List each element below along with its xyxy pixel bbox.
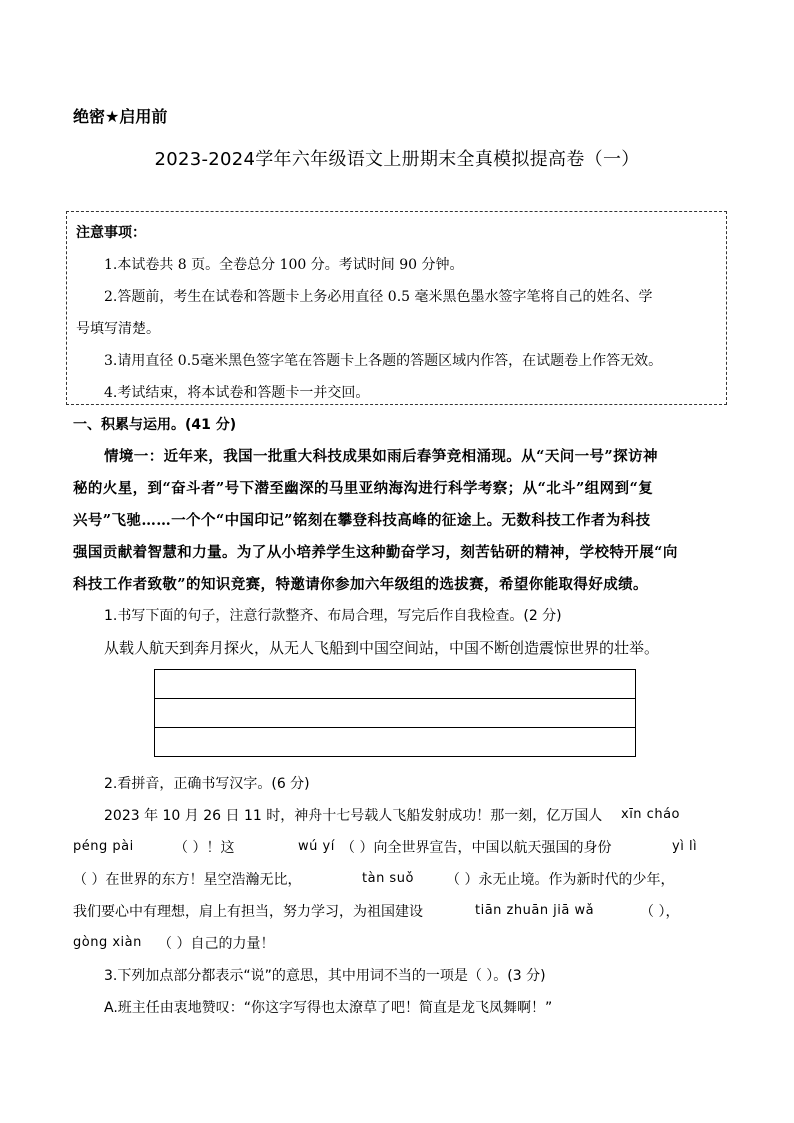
q2-line-2-blank-1[interactable]: （ ）！这 [174, 840, 235, 856]
q2-pinyin-gongxian: gòng xiàn [73, 935, 142, 950]
writing-line[interactable] [155, 699, 635, 728]
section-1-heading: 一、积累与运用。(41 分) [73, 417, 237, 433]
notice-line-3: 3.请用直径 0.5毫米黑色签字笔在答题卡上各题的答题区域内作答，在试题卷上作答无效。 [104, 353, 663, 369]
writing-box[interactable] [154, 669, 636, 757]
scene-line: 情境一：近年来，我国一批重大科技成果如雨后春笋竞相涌现。从“天问一号”探访神 [104, 448, 658, 465]
q1-prompt: 1.书写下面的句子，注意行款整齐、布局合理，写完后作自我检查。(2 分) [104, 608, 562, 624]
q2-pinyin-wuyi: wú yí [298, 839, 335, 854]
q3-option-a[interactable]: A.班主任由衷地赞叹：“你这字写得也太潦草了吧！简直是龙飞凤舞啊！” [104, 1000, 553, 1016]
scene-line: 秘的火星，到“奋斗者”号下潜至幽深的马里亚纳海沟进行科学考察；从“北斗”组网到“复 [73, 480, 654, 497]
q1-sentence: 从载人航天到奔月探火，从无人飞船到中国空间站，中国不断创造震惊世界的壮举。 [104, 639, 660, 657]
writing-line[interactable] [155, 728, 635, 757]
q2-line-4-blank[interactable]: （ ）， [640, 904, 680, 920]
q2-prompt: 2.看拼音，正确书写汉字。(6 分) [104, 776, 310, 792]
scene-line: 科技工作者致敬”的知识竞赛，特邀请你参加六年级组的选拔赛，希望你能取得好成绩。 [73, 576, 648, 593]
secret-mark: 绝密★启用前 [73, 107, 168, 126]
notice-line-2b: 号填写清楚。 [76, 321, 160, 337]
q2-pinyin-pengpai[interactable]: péng pài [73, 839, 134, 854]
q2-line-4-text: 我们要心中有理想，肩上有担当，努力学习，为祖国建设 [73, 904, 423, 920]
q3-prompt: 3.下列加点部分都表示“说”的意思，其中用词不当的一项是（ ）。(3 分) [104, 968, 546, 984]
scene-line: 强国贡献着智慧和力量。为了从小培养学生这种勤奋学习，刻苦钻研的精神，学校特开展“向 [73, 544, 678, 561]
q2-pinyin-tansuo: tàn suǒ [362, 871, 414, 886]
q2-line-3-blank-1[interactable]: （ ）在世界的东方！星空浩瀚无比， [73, 872, 302, 888]
writing-line[interactable] [155, 670, 635, 699]
notice-line-1: 1.本试卷共 8 页。全卷总分 100 分。考试时间 90 分钟。 [104, 257, 464, 273]
q2-pinyin-tianzhuanjiawa: tiān zhuān jiā wǎ [475, 903, 595, 918]
notice-box [66, 211, 727, 405]
q2-line-2-blank-2[interactable]: （ ）向全世界宣告，中国以航天强国的身份 [341, 840, 612, 856]
notice-heading: 注意事项： [76, 225, 146, 241]
scene-line: 兴号”飞驰……一个个“中国印记”铭刻在攀登科技高峰的征途上。无数科技工作者为科技 [73, 512, 651, 529]
q2-line-3-blank-2[interactable]: （ ）永无止境。作为新时代的少年， [446, 872, 675, 888]
exam-title: 2023-2024学年六年级语文上册期末全真模拟提高卷（一） [154, 149, 640, 170]
q2-pinyin-xinchao: xīn cháo [621, 807, 680, 822]
notice-line-4: 4.考试结束，将本试卷和答题卡一并交回。 [104, 385, 370, 401]
notice-line-2a: 2.答题前，考生在试卷和答题卡上务必用直径 0.5 毫米黑色墨水签字笔将自己的姓名、学 [104, 289, 653, 305]
q2-pinyin-yili: yì lì [672, 839, 698, 854]
q2-line-5-blank[interactable]: （ ）自己的力量！ [158, 936, 275, 952]
q2-line-1-text: 2023 年 10 月 26 日 11 时，神舟十七号载人飞船发射成功！那一刻，亿万国人 [104, 808, 603, 824]
